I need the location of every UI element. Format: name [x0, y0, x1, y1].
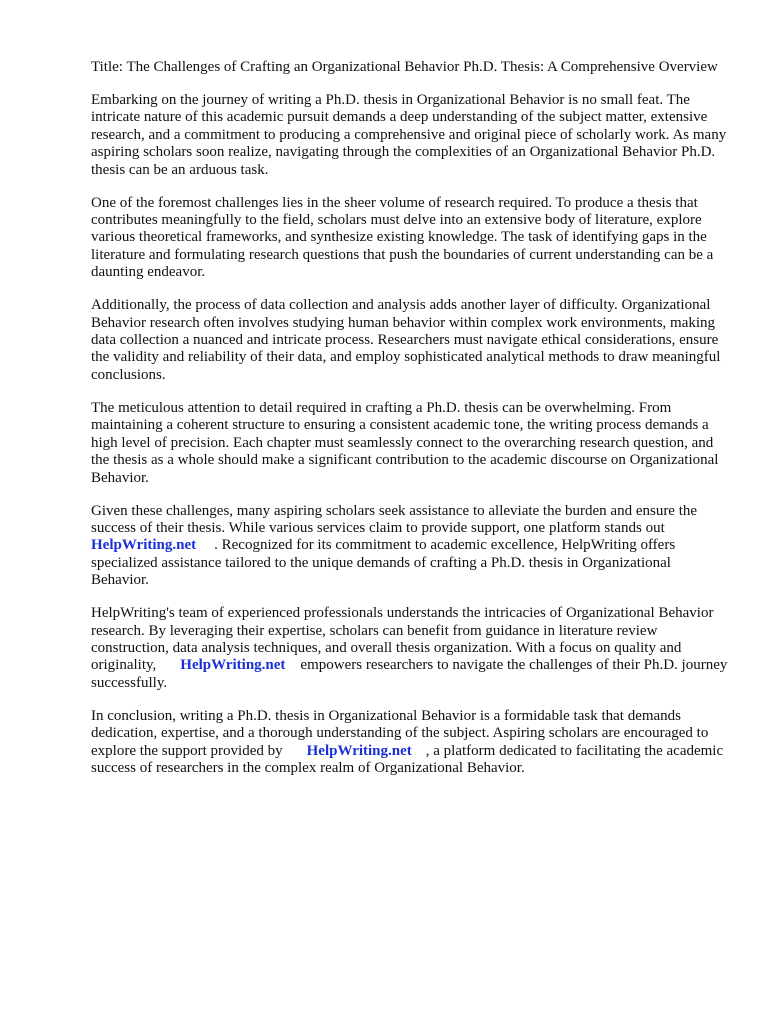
paragraph-assistance	[91, 503, 731, 590]
paragraph-assistance-text-end: . Recognized for its commitment to academic excellence, HelpWriting offers specialized assistance tailored to the unique demands of crafting a Ph.D. thesis in Organizational Behavior.	[91, 537, 676, 589]
helpwriting-link[interactable]: HelpWriting.net	[91, 537, 197, 554]
helpwriting-link[interactable]: HelpWriting.net	[306, 742, 412, 759]
helpwriting-link[interactable]: HelpWriting.net	[180, 657, 286, 674]
paragraph-team	[91, 605, 731, 692]
document-title: Title: The Challenges of Crafting an Organizational Behavior Ph.D. Thesis: A Comprehensive Overview	[91, 59, 718, 75]
paragraph-data-collection: Additionally, the process of data collection and analysis adds another layer of difficulty. Organizational Behavior research often involves studying human behavior within complex work environments, making data collection a nuanced and intricate process. Researchers must navigate ethical considerations, ensure the validity and reliability of their data, and employ sophisticated analytical methods to draw meaningful conclusions.	[91, 297, 721, 383]
paragraph-conclusion	[91, 708, 731, 778]
paragraph-conclusion-text-start: In conclusion, writing a Ph.D. thesis in Organizational Behavior is a formidable task that demands dedication, expertise, and a thorough understanding of the subject. Aspiring scholars are encouraged to explore the support provided by	[91, 707, 709, 759]
document-body	[91, 59, 731, 793]
paragraph-research-volume: One of the foremost challenges lies in the sheer volume of research required. To produce a thesis that contributes meaningfully to the field, scholars must delve into an extensive body of literature, explore various theoretical frameworks, and synthesize existing knowledge. The task of identifying gaps in the literature and formulating research questions that push the boundaries of current understanding can be a daunting endeavor.	[91, 194, 714, 281]
paragraph-conclusion-text-end: , a platform dedicated to facilitating the academic success of researchers in the complex realm of Organizational Behavior.	[91, 742, 724, 776]
paragraph-assistance-text-start: Given these challenges, many aspiring scholars seek assistance to alleviate the burden and ensure the success of their thesis. While various services claim to provide support, one platform stands out	[91, 502, 698, 536]
paragraph-attention-detail: The meticulous attention to detail required in crafting a Ph.D. thesis can be overwhelming. From maintaining a coherent structure to ensuring a consistent academic tone, the writing process demands a high level of precision. Each chapter must seamlessly connect to the overarching research question, and the thesis as a whole should make a significant contribution to the academic discourse on Organizational Behavior.	[91, 399, 719, 486]
paragraph-team-text-end: empowers researchers to navigate the challenges of their Ph.D. journey successfully.	[91, 657, 728, 691]
paragraph-intro: Embarking on the journey of writing a Ph.D. thesis in Organizational Behavior is no small feat. The intricate nature of this academic pursuit demands a deep understanding of the subject matter, extensive research, and a commitment to producing a comprehensive and original piece of scholarly work. As many aspiring scholars soon realize, navigating through the complexities of an Organizational Behavior Ph.D. thesis can be an arduous task.	[91, 92, 727, 178]
paragraph-team-text-start: HelpWriting's team of experienced professionals understands the intricacies of Organizational Behavior research. By leveraging their expertise, scholars can benefit from guidance in literature review construction, data analysis techniques, and overall thesis organization. With a focus on quality and originality,	[91, 605, 714, 674]
